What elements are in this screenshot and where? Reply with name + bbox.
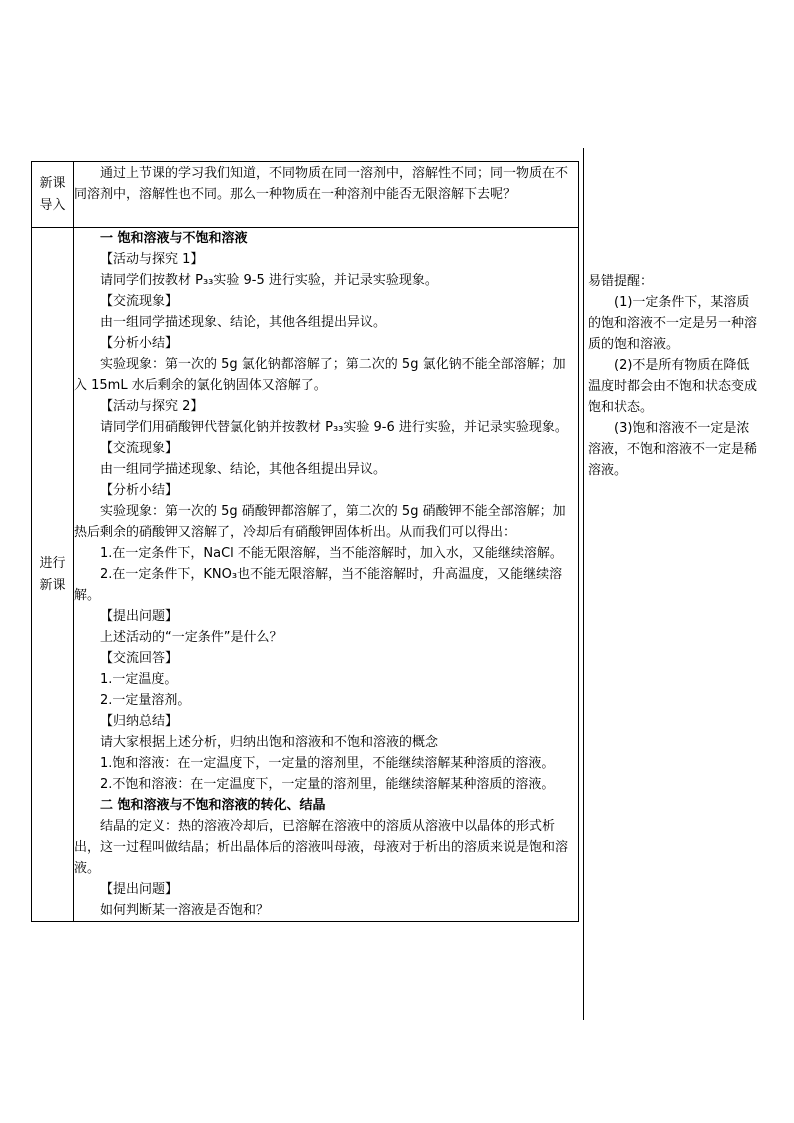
lesson-body-cell	[74, 228, 579, 922]
label-line-1: 进行	[39, 555, 66, 571]
lesson-paragraph: 实验现象：第一次的 5g 氯化钠都溶解了；第二次的 5g 氯化钠不能全部溶解；加入 15mL 水后剩余的氯化钠固体又溶解了。	[74, 357, 566, 393]
lesson-paragraph: 【活动与探究 1】	[100, 252, 204, 267]
lesson-table	[31, 161, 579, 922]
row-label-intro	[32, 162, 74, 228]
lesson-paragraph: 【提出问题】	[100, 882, 179, 897]
lesson-paragraph: 【分析小结】	[100, 336, 179, 351]
section-heading: 二 饱和溶液与不饱和溶液的转化、结晶	[100, 798, 326, 813]
tip-item: (1)一定条件下，某溶质的饱和溶液不一定是另一种溶质的饱和溶液。	[588, 295, 758, 352]
lesson-paragraph: 2.一定量溶剂。	[100, 693, 191, 708]
label-line-1: 新课	[39, 175, 66, 191]
lesson-paragraph: 【分析小结】	[100, 483, 179, 498]
label-line-2: 导入	[39, 197, 66, 213]
lesson-paragraph: 结晶的定义：热的溶液冷却后，已溶解在溶液中的溶质从溶液中以晶体的形式析出，这一过程叫做结晶；析出晶体后的溶液叫母液，母液对于析出的溶质来说是饱和溶液。	[74, 819, 569, 876]
lesson-paragraph: 请同学们用硝酸钾代替氯化钠并按教材 P₃₃实验 9-6 进行实验，并记录实验现象。	[100, 420, 568, 435]
lesson-paragraph: 实验现象：第一次的 5g 硝酸钾都溶解了，第二次的 5g 硝酸钾不能全部溶解；加热后剩余的硝酸钾又溶解了，冷却后有硝酸钾固体析出。从而我们可以得出：	[74, 504, 566, 540]
lesson-paragraph: 1.一定温度。	[100, 672, 178, 687]
row-intro	[32, 162, 579, 228]
tip-item: (3)饱和溶液不一定是浓溶液，不饱和溶液不一定是稀溶液。	[588, 421, 758, 478]
label-line-2: 新课	[39, 577, 66, 593]
lesson-paragraph: 2.不饱和溶液：在一定温度下，一定量的溶剂里，能继续溶解某种溶质的溶液。	[100, 777, 555, 792]
lesson-paragraph: 请大家根据上述分析，归纳出饱和溶液和不饱和溶液的概念	[100, 735, 439, 750]
lesson-paragraph: 2.在一定条件下，KNO₃也不能无限溶解，当不能溶解时，升高温度，又能继续溶解。	[74, 567, 563, 603]
section-heading: 一 饱和溶液与不饱和溶液	[100, 231, 248, 246]
lesson-paragraph: 【交流现象】	[100, 294, 179, 309]
lesson-paragraph: 上述活动的“一定条件”是什么？	[100, 630, 283, 645]
lesson-paragraph: 1.饱和溶液：在一定温度下，一定量的溶剂里，不能继续溶解某种溶质的溶液。	[100, 756, 555, 771]
intro-text: 通过上节课的学习我们知道，不同物质在同一溶剂中，溶解性不同；同一物质在不同溶剂中，溶解性也不同。那么一种物质在一种溶剂中能否无限溶解下去呢？	[74, 166, 569, 202]
lesson-paragraph: 1.在一定条件下，NaCl 不能无限溶解，当不能溶解时，加入水，又能继续溶解。	[100, 546, 563, 561]
row-new-lesson	[32, 228, 579, 922]
lesson-paragraph: 【活动与探究 2】	[100, 399, 204, 414]
tip-item: (2)不是所有物质在降低温度时都会由不饱和状态变成饱和状态。	[588, 358, 758, 415]
row-label-new-lesson	[32, 228, 74, 922]
lesson-paragraph: 【提出问题】	[100, 609, 179, 624]
lesson-paragraph: 【归纳总结】	[100, 714, 179, 729]
lesson-paragraph: 【交流现象】	[100, 441, 179, 456]
lesson-paragraph: 如何判断某一溶液是否饱和？	[100, 903, 270, 918]
intro-cell	[74, 162, 579, 228]
lesson-paragraph: 请同学们按教材 P₃₃实验 9-5 进行实验，并记录实验现象。	[100, 273, 438, 288]
margin-divider-line	[583, 148, 584, 1020]
lesson-paragraph: 【交流回答】	[100, 651, 179, 666]
lesson-paragraph: 由一组同学描述现象、结论，其他各组提出异议。	[100, 462, 387, 477]
error-tips-panel	[588, 271, 760, 481]
tips-title: 易错提醒：	[588, 274, 654, 289]
lesson-paragraph: 由一组同学描述现象、结论，其他各组提出异议。	[100, 315, 387, 330]
